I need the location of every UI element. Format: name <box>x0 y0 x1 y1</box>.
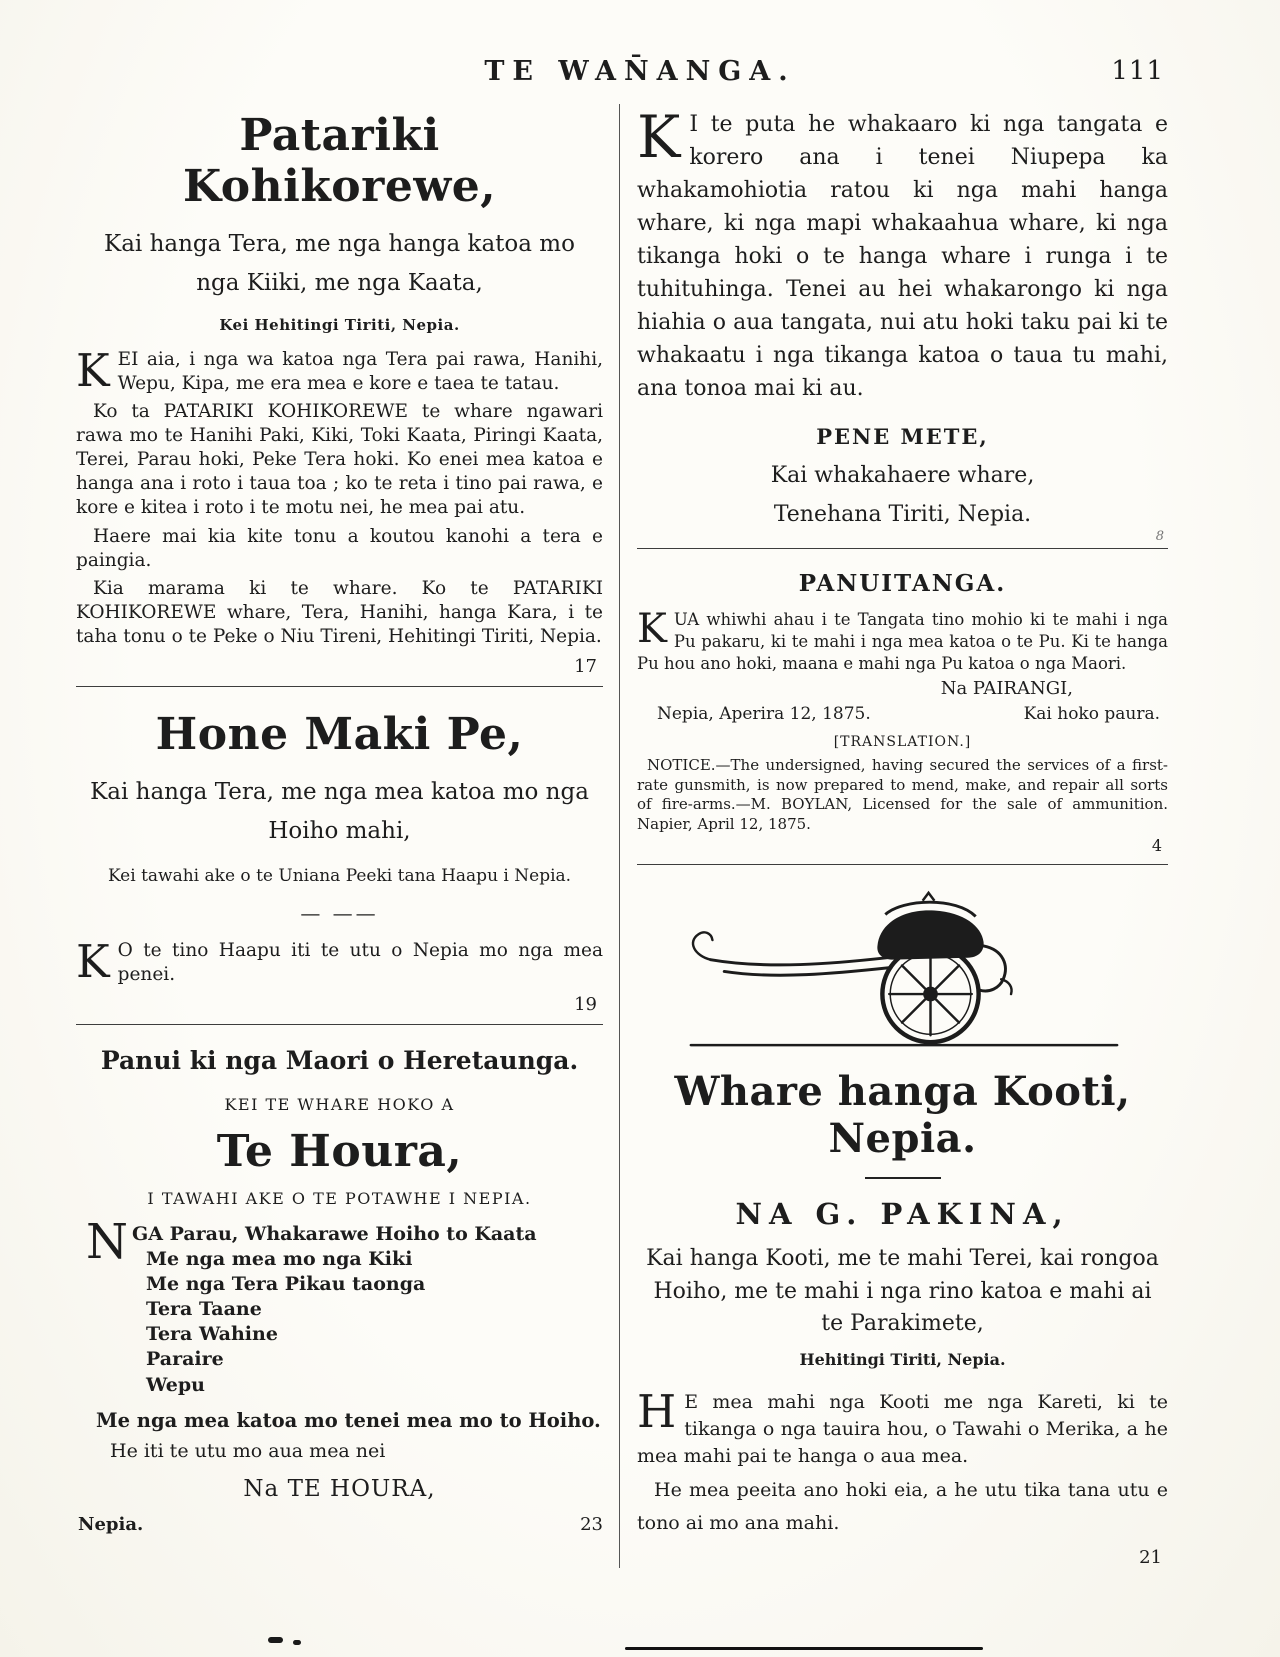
list-item: Tera Taane <box>146 1298 262 1321</box>
paragraph-text: O te tino Haapu iti te utu o Nepia mo nga mea penei. <box>117 939 603 985</box>
paragraph-text: UA whiwhi ahau i te Tangata tino mohio ki te mahi i nga Pu pakaru, ki te mahi i nga mea katoa o te Pu. Ki te hanga Pu hou ano hoki, maana e mahi nga Pu katoa o nga Maori. <box>637 610 1168 673</box>
dropcap-letter: N <box>86 1214 128 1271</box>
date-role-row <box>637 704 1168 724</box>
list-item: GA Parau, Whakarawe Hoiho to Kaata <box>132 1223 537 1246</box>
ad-heading: Patariki Kohikorewe, <box>182 110 497 212</box>
ad-name: Te Houra, <box>216 1126 463 1178</box>
ad-signature: Na PAIRANGI, <box>940 678 1073 700</box>
column-divider-rule <box>619 104 620 1568</box>
advertiser-role: Kai hoko paura. <box>1023 704 1160 725</box>
paragraph: He mea peeita ano hoki eia, a he utu tika tana utu e tono ai mo ana mahi. <box>637 1478 1168 1535</box>
ad-address: Hehitingi Tiriti, Nepia. <box>799 1349 1006 1369</box>
place-label: Nepia. <box>78 1513 144 1535</box>
columns <box>76 102 1168 1568</box>
ad-footer-row <box>76 1514 603 1535</box>
dropcap-letter: K <box>637 606 667 652</box>
paragraph <box>637 103 1168 405</box>
ad-heading: Whare hanga Kooti, Nepia. <box>674 1068 1131 1163</box>
advertiser-role: Kai whakahaere whare, <box>770 463 1035 488</box>
paragraph <box>76 934 603 988</box>
ad-pene-mete <box>637 103 1168 544</box>
paragraph-text: E mea mahi nga Kooti me nga Kareti, ki te tikanga o nga tauira hou, o Tawahi o Merika, a he mea mahi pai te hanga o aua mea. <box>637 1390 1168 1467</box>
ad-te-houra <box>76 1046 603 1535</box>
dropcap-letter: K <box>76 344 110 398</box>
horse-cart-illustration <box>677 885 1129 1052</box>
paragraph <box>76 344 603 398</box>
scan-artifact <box>625 1647 983 1650</box>
section-divider <box>637 548 1168 549</box>
dropcap-letter: K <box>637 103 681 171</box>
list-item: Me nga mea mo nga Kiki <box>146 1248 413 1271</box>
ad-date: Nepia, Aperira 12, 1875. <box>657 704 871 725</box>
translation-label: [TRANSLATION.] <box>833 734 972 751</box>
paragraph: Haere mai kia kite tonu a koutou kanohi a tera e paingia. <box>76 525 603 571</box>
paragraph-text: EI aia, i nga wa katoa nga Tera pai rawa, Hanihi, Wepu, Kipa, me era mea e kore e taea te tatau. <box>117 349 603 395</box>
ad-address: Kei tawahi ake o te Uniana Peeki tana Haapu i Nepia. <box>107 865 572 886</box>
advertiser-name: NA G. PAKINA, <box>735 1197 1070 1232</box>
ad-line: He iti te utu mo aua mea nei <box>110 1439 386 1462</box>
ad-line: Me nga mea katoa mo tenei mea mo to Hoiho. <box>96 1408 601 1432</box>
dash-ornament: — —— <box>300 900 379 925</box>
dropcap-letter: H <box>637 1384 677 1438</box>
ad-subheading: Kai hanga Tera, me nga hanga katoa mo nga Kiiki, me nga Kaata, <box>104 231 575 297</box>
ad-reference-number: 17 <box>574 655 597 677</box>
ad-signature: Na TE HOURA, <box>243 1475 436 1502</box>
scan-artifact <box>268 1637 283 1643</box>
ad-whare-hanga-kooti <box>637 885 1168 1568</box>
paragraph <box>637 1384 1168 1470</box>
right-column <box>637 102 1168 1568</box>
paragraph: Ko ta PATARIKI KOHIKOREWE te whare ngawari rawa mo te Hanihi Paki, Kiki, Toki Kaata, Piringi Kaata, Terei, Parau hoki, Peke Tera hoki. Ko enei mea katoa e hanga ana i roto i taua toa ; ko te reta i tino pai rawa, e kore e kitea i roto i te motu nei, he mea pai atu. <box>76 401 603 519</box>
ad-subheading: Kai hanga Tera, me nga mea katoa mo nga Hoiho mahi, <box>90 778 589 844</box>
ad-reference-number: 19 <box>574 994 597 1016</box>
paragraph <box>637 606 1168 674</box>
list-item: Me nga Tera Pikau taonga <box>146 1273 426 1296</box>
printer-mark: 8 <box>1155 529 1164 544</box>
newspaper-title: TE WAN̄ANGA. <box>484 56 796 87</box>
ad-patariki-kohikorewe <box>76 110 603 677</box>
masthead <box>0 0 1280 98</box>
section-divider <box>76 1024 603 1025</box>
ad-reference-number: 23 <box>580 1513 603 1535</box>
page-number: 111 <box>1111 56 1164 86</box>
ad-capline: I TAWAHI AKE O TE POTAWHE I NEPIA. <box>147 1189 532 1209</box>
scan-artifact <box>293 1640 301 1645</box>
ad-reference-number: 4 <box>1151 836 1162 856</box>
ad-hone-maki-pe <box>76 709 603 1015</box>
ad-panuitanga <box>637 570 1168 855</box>
section-divider <box>637 864 1168 865</box>
left-column <box>76 102 603 1568</box>
list-item: Paraire <box>146 1348 224 1371</box>
list-item: Tera Wahine <box>146 1323 278 1346</box>
ad-address: Tenehana Tiriti, Nepia. <box>773 502 1032 527</box>
section-divider <box>76 686 603 687</box>
list-item: Wepu <box>146 1373 205 1396</box>
paragraph: Kia marama ki te whare. Ko te PATARIKI KOHIKOREWE whare, Tera, Hanihi, hanga Kara, i te taha tonu o te Peke o Niu Tireni, Hehitingi Tiriti, Nepia. <box>76 577 603 647</box>
translation-text: NOTICE.—The undersigned, having secured the services of a first-rate gunsmith, is now prepared to mend, make, and repair all sorts of fire-arms.—M. BOYLAN, Licensed for the sale of ammunition. Napier, April 12, 1875. <box>637 756 1168 833</box>
ad-reference-number: 21 <box>1139 1547 1162 1569</box>
dropcap-letter: K <box>76 934 110 988</box>
ad-heading: Panui ki nga Maori o Heretaunga. <box>100 1046 579 1076</box>
ad-heading: PANUITANGA. <box>798 570 1007 597</box>
illustration-wrapper <box>637 885 1168 1056</box>
ad-capline: KEI TE WHARE HOKO A <box>224 1095 455 1115</box>
short-rule <box>865 1177 941 1179</box>
product-list <box>76 1214 603 1398</box>
ad-address: Kei Hehitingi Tiriti, Nepia. <box>219 316 460 335</box>
ad-heading: Hone Maki Pe, <box>155 708 524 760</box>
paragraph-text: I te puta he whakaaro ki nga tangata e korero ana i tenei Niupepa ka whakamohiotia ratou ki nga mahi hanga whare, ki nga mapi whakaahua whare, ki nga tikanga hoki o te hanga whare i runga i te tuhituhinga. Tenei au hei whakarongo ki nga hiahia o aua tangata, nui atu hoki taku pai ki te whakaatu i nga tikanga katoa o taua tu mahi, ana tonoa mai ki au. <box>637 112 1168 401</box>
ad-subheading: Kai hanga Kooti, me te mahi Terei, kai rongoa Hoiho, me te mahi i nga rino katoa e mahi ai te Parakimete, <box>646 1246 1159 1337</box>
advertiser-name: PENE METE, <box>816 424 989 449</box>
